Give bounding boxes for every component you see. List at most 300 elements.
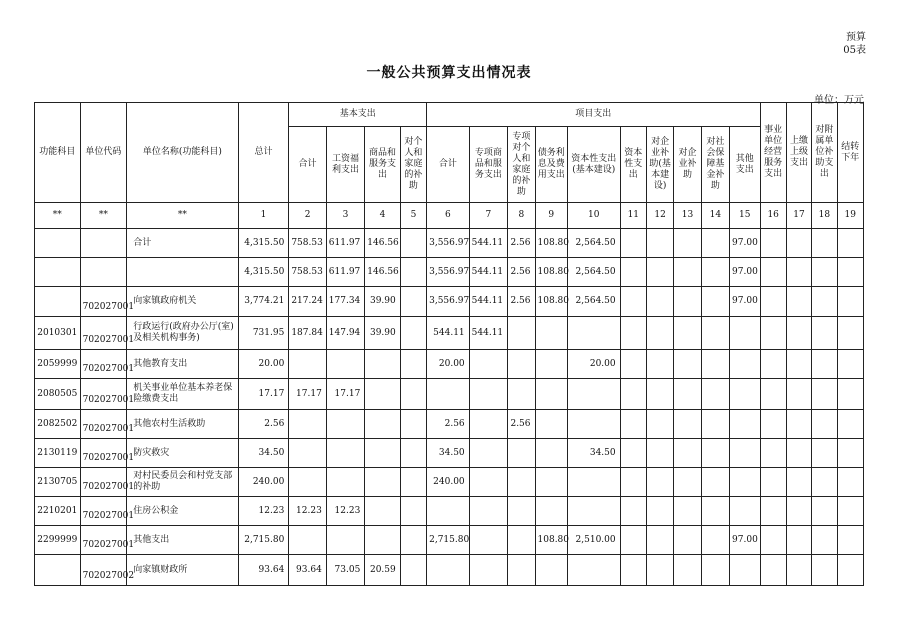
value-cell: 2.56 bbox=[508, 258, 535, 287]
header-project: 项目支出 bbox=[427, 103, 760, 127]
unit-name-cell: 行政运行(政府办公厅(室)及相关机构事务) bbox=[127, 317, 238, 350]
header-project-9: 其他支出 bbox=[730, 127, 760, 203]
value-cell bbox=[567, 317, 620, 350]
value-cell: 544.11 bbox=[469, 287, 508, 317]
value-cell bbox=[567, 379, 620, 410]
value-cell: 2.56 bbox=[238, 410, 289, 439]
value-cell bbox=[620, 526, 646, 555]
index-cell: 19 bbox=[837, 203, 863, 229]
header-tail-1: 上缴上级支出 bbox=[786, 103, 811, 203]
value-cell bbox=[786, 379, 811, 410]
value-cell bbox=[400, 379, 426, 410]
index-cell: 17 bbox=[786, 203, 811, 229]
value-cell: 20.59 bbox=[365, 555, 400, 586]
value-cell bbox=[620, 258, 646, 287]
value-cell bbox=[620, 555, 646, 586]
value-cell: 39.90 bbox=[365, 317, 400, 350]
value-cell bbox=[760, 468, 786, 497]
value-cell bbox=[760, 258, 786, 287]
index-cell: 4 bbox=[365, 203, 400, 229]
func-code-cell: 2210201 bbox=[35, 497, 81, 526]
func-code-cell bbox=[35, 555, 81, 586]
value-cell: 4,315.50 bbox=[238, 258, 289, 287]
value-cell: 3,556.97 bbox=[427, 287, 470, 317]
value-cell: 2.56 bbox=[508, 229, 535, 258]
table-code-line2: 05表 bbox=[843, 45, 866, 56]
value-cell bbox=[365, 410, 400, 439]
table-row bbox=[35, 379, 864, 410]
value-cell bbox=[326, 468, 365, 497]
value-cell bbox=[837, 555, 863, 586]
value-cell: 17.17 bbox=[326, 379, 365, 410]
value-cell: 108.80 bbox=[535, 258, 567, 287]
header-basic-0: 合计 bbox=[289, 127, 326, 203]
value-cell bbox=[760, 287, 786, 317]
value-cell: 2,715.80 bbox=[238, 526, 289, 555]
value-cell: 39.90 bbox=[365, 287, 400, 317]
value-cell: 2,564.50 bbox=[567, 258, 620, 287]
value-cell bbox=[427, 555, 470, 586]
func-code-cell: 2080505 bbox=[35, 379, 81, 410]
index-cell: 1 bbox=[238, 203, 289, 229]
value-cell bbox=[730, 317, 760, 350]
value-cell bbox=[837, 410, 863, 439]
value-cell: 187.84 bbox=[289, 317, 326, 350]
unit-code-cell: 702027001 bbox=[80, 526, 127, 555]
value-cell: 2,510.00 bbox=[567, 526, 620, 555]
table-row bbox=[35, 258, 864, 287]
value-cell bbox=[400, 439, 426, 468]
value-cell bbox=[508, 439, 535, 468]
index-cell: 5 bbox=[400, 203, 426, 229]
value-cell bbox=[674, 287, 701, 317]
value-cell bbox=[812, 468, 837, 497]
value-cell: 3,774.21 bbox=[238, 287, 289, 317]
value-cell: 2,715.80 bbox=[427, 526, 470, 555]
value-cell bbox=[837, 439, 863, 468]
value-cell bbox=[326, 439, 365, 468]
value-cell bbox=[508, 379, 535, 410]
value-cell bbox=[701, 229, 729, 258]
value-cell: 731.95 bbox=[238, 317, 289, 350]
index-cell: ** bbox=[127, 203, 238, 229]
value-cell bbox=[508, 555, 535, 586]
value-cell bbox=[701, 555, 729, 586]
header-tail-2: 对附属单位补助支出 bbox=[812, 103, 837, 203]
value-cell bbox=[786, 350, 811, 379]
value-cell: 544.11 bbox=[469, 258, 508, 287]
value-cell: 20.00 bbox=[427, 350, 470, 379]
value-cell bbox=[567, 410, 620, 439]
value-cell bbox=[701, 410, 729, 439]
value-cell bbox=[701, 497, 729, 526]
value-cell bbox=[400, 350, 426, 379]
value-cell bbox=[674, 317, 701, 350]
value-cell bbox=[786, 258, 811, 287]
budget-table bbox=[34, 102, 864, 586]
value-cell: 758.53 bbox=[289, 229, 326, 258]
index-cell: 14 bbox=[701, 203, 729, 229]
value-cell bbox=[620, 439, 646, 468]
value-cell bbox=[620, 350, 646, 379]
value-cell: 146.56 bbox=[365, 258, 400, 287]
table-row bbox=[35, 410, 864, 439]
value-cell: 108.80 bbox=[535, 526, 567, 555]
value-cell bbox=[730, 439, 760, 468]
value-cell bbox=[508, 526, 535, 555]
value-cell bbox=[786, 468, 811, 497]
index-cell: 13 bbox=[674, 203, 701, 229]
value-cell bbox=[400, 526, 426, 555]
value-cell bbox=[730, 497, 760, 526]
value-cell bbox=[701, 379, 729, 410]
value-cell: 17.17 bbox=[289, 379, 326, 410]
value-cell bbox=[365, 468, 400, 497]
table-row bbox=[35, 439, 864, 468]
value-cell bbox=[508, 317, 535, 350]
func-code-cell bbox=[35, 258, 81, 287]
table-header bbox=[35, 103, 864, 229]
header-project-6: 对企业补助(基本建设) bbox=[646, 127, 673, 203]
value-cell bbox=[427, 497, 470, 526]
value-cell: 177.34 bbox=[326, 287, 365, 317]
index-cell: 7 bbox=[469, 203, 508, 229]
index-cell: 2 bbox=[289, 203, 326, 229]
unit-name-cell: 合计 bbox=[127, 229, 238, 258]
value-cell bbox=[786, 439, 811, 468]
value-cell bbox=[646, 439, 673, 468]
unit-code-cell: 702027001 bbox=[80, 439, 127, 468]
header-basic: 基本支出 bbox=[289, 103, 427, 127]
value-cell: 20.00 bbox=[238, 350, 289, 379]
index-cell: 9 bbox=[535, 203, 567, 229]
value-cell bbox=[508, 468, 535, 497]
value-cell: 73.05 bbox=[326, 555, 365, 586]
table-row bbox=[35, 468, 864, 497]
value-cell bbox=[469, 555, 508, 586]
value-cell bbox=[786, 555, 811, 586]
value-cell bbox=[701, 317, 729, 350]
value-cell bbox=[786, 287, 811, 317]
func-code-cell bbox=[35, 229, 81, 258]
value-cell bbox=[646, 468, 673, 497]
value-cell bbox=[674, 379, 701, 410]
value-cell bbox=[812, 317, 837, 350]
table-row bbox=[35, 229, 864, 258]
value-cell bbox=[289, 410, 326, 439]
value-cell bbox=[646, 287, 673, 317]
value-cell: 108.80 bbox=[535, 287, 567, 317]
value-cell: 20.00 bbox=[567, 350, 620, 379]
value-cell: 147.94 bbox=[326, 317, 365, 350]
index-row bbox=[35, 203, 864, 229]
value-cell bbox=[674, 439, 701, 468]
value-cell bbox=[786, 317, 811, 350]
header-project-5: 资本性支出 bbox=[620, 127, 646, 203]
index-cell: 8 bbox=[508, 203, 535, 229]
value-cell: 758.53 bbox=[289, 258, 326, 287]
value-cell bbox=[535, 410, 567, 439]
value-cell bbox=[535, 350, 567, 379]
value-cell bbox=[837, 497, 863, 526]
value-cell bbox=[400, 497, 426, 526]
value-cell: 2,564.50 bbox=[567, 229, 620, 258]
func-code-cell: 2130119 bbox=[35, 439, 81, 468]
value-cell bbox=[786, 229, 811, 258]
header-project-8: 对社会保障基金补助 bbox=[701, 127, 729, 203]
value-cell bbox=[812, 526, 837, 555]
value-cell bbox=[620, 287, 646, 317]
value-cell bbox=[400, 287, 426, 317]
value-cell: 3,556.97 bbox=[427, 229, 470, 258]
table-code bbox=[843, 31, 866, 57]
value-cell bbox=[620, 379, 646, 410]
index-cell: 10 bbox=[567, 203, 620, 229]
table-body bbox=[35, 229, 864, 586]
value-cell bbox=[701, 468, 729, 497]
value-cell bbox=[837, 229, 863, 258]
func-code-cell bbox=[35, 287, 81, 317]
unit-code-cell bbox=[80, 258, 127, 287]
func-code-cell: 2299999 bbox=[35, 526, 81, 555]
value-cell bbox=[365, 350, 400, 379]
value-cell bbox=[400, 468, 426, 497]
unit-name-cell: 其他农村生活救助 bbox=[127, 410, 238, 439]
value-cell: 97.00 bbox=[730, 526, 760, 555]
value-cell: 34.50 bbox=[427, 439, 470, 468]
table-code-line1: 预算 bbox=[846, 32, 866, 43]
value-cell bbox=[786, 497, 811, 526]
value-cell bbox=[837, 379, 863, 410]
value-cell bbox=[760, 350, 786, 379]
value-cell: 12.23 bbox=[289, 497, 326, 526]
value-cell bbox=[701, 526, 729, 555]
value-cell: 4,315.50 bbox=[238, 229, 289, 258]
value-cell bbox=[620, 497, 646, 526]
value-cell bbox=[469, 497, 508, 526]
value-cell bbox=[535, 497, 567, 526]
unit-code-cell: 702027001 bbox=[80, 468, 127, 497]
value-cell bbox=[646, 379, 673, 410]
value-cell: 544.11 bbox=[469, 317, 508, 350]
value-cell bbox=[469, 526, 508, 555]
value-cell bbox=[701, 287, 729, 317]
value-cell: 12.23 bbox=[238, 497, 289, 526]
header-func-code: 功能科目 bbox=[35, 103, 81, 203]
header-project-4: 资本性支出(基本建设) bbox=[567, 127, 620, 203]
index-cell: 15 bbox=[730, 203, 760, 229]
unit-name-cell: 向家镇财政所 bbox=[127, 555, 238, 586]
index-cell: 16 bbox=[760, 203, 786, 229]
value-cell bbox=[535, 468, 567, 497]
value-cell bbox=[365, 526, 400, 555]
header-unit-code: 单位代码 bbox=[80, 103, 127, 203]
value-cell bbox=[760, 379, 786, 410]
value-cell bbox=[760, 229, 786, 258]
value-cell: 2.56 bbox=[427, 410, 470, 439]
value-cell bbox=[730, 410, 760, 439]
unit-name-cell bbox=[127, 258, 238, 287]
header-basic-2: 商品和服务支出 bbox=[365, 127, 400, 203]
value-cell bbox=[427, 379, 470, 410]
table-row bbox=[35, 350, 864, 379]
value-cell bbox=[786, 410, 811, 439]
unit-code-cell: 702027002 bbox=[80, 555, 127, 586]
header-project-3: 债务利息及费用支出 bbox=[535, 127, 567, 203]
value-cell bbox=[646, 317, 673, 350]
value-cell bbox=[400, 317, 426, 350]
value-cell bbox=[674, 468, 701, 497]
value-cell bbox=[760, 410, 786, 439]
value-cell bbox=[620, 410, 646, 439]
value-cell: 93.64 bbox=[289, 555, 326, 586]
value-cell: 93.64 bbox=[238, 555, 289, 586]
value-cell bbox=[469, 379, 508, 410]
value-cell bbox=[674, 555, 701, 586]
header-total: 总计 bbox=[238, 103, 289, 203]
value-cell: 97.00 bbox=[730, 287, 760, 317]
func-code-cell: 2059999 bbox=[35, 350, 81, 379]
value-cell: 146.56 bbox=[365, 229, 400, 258]
value-cell bbox=[730, 468, 760, 497]
unit-code-cell: 702027001 bbox=[80, 287, 127, 317]
unit-name-cell: 机关事业单位基本养老保险缴费支出 bbox=[127, 379, 238, 410]
value-cell bbox=[535, 317, 567, 350]
value-cell bbox=[289, 468, 326, 497]
index-cell: 11 bbox=[620, 203, 646, 229]
value-cell bbox=[812, 379, 837, 410]
value-cell bbox=[701, 439, 729, 468]
value-cell bbox=[760, 497, 786, 526]
value-cell bbox=[812, 287, 837, 317]
value-cell: 240.00 bbox=[427, 468, 470, 497]
value-cell bbox=[535, 439, 567, 468]
page-title: 一般公共预算支出情况表 bbox=[366, 65, 532, 81]
unit-name-cell: 对村民委员会和村党支部的补助 bbox=[127, 468, 238, 497]
value-cell bbox=[812, 497, 837, 526]
unit-code-cell: 702027001 bbox=[80, 379, 127, 410]
value-cell: 217.24 bbox=[289, 287, 326, 317]
unit-name-cell: 住房公积金 bbox=[127, 497, 238, 526]
value-cell bbox=[674, 258, 701, 287]
unit-name-cell: 其他支出 bbox=[127, 526, 238, 555]
value-cell bbox=[837, 350, 863, 379]
index-cell: ** bbox=[35, 203, 81, 229]
value-cell bbox=[469, 410, 508, 439]
value-cell: 3,556.97 bbox=[427, 258, 470, 287]
value-cell: 2.56 bbox=[508, 287, 535, 317]
index-cell: 3 bbox=[326, 203, 365, 229]
value-cell bbox=[400, 555, 426, 586]
value-cell bbox=[837, 258, 863, 287]
value-cell: 34.50 bbox=[238, 439, 289, 468]
value-cell bbox=[812, 350, 837, 379]
value-cell: 544.11 bbox=[469, 229, 508, 258]
value-cell bbox=[365, 439, 400, 468]
value-cell: 108.80 bbox=[535, 229, 567, 258]
value-cell bbox=[646, 555, 673, 586]
value-cell bbox=[535, 379, 567, 410]
value-cell bbox=[646, 258, 673, 287]
header-unit-name: 单位名称(功能科目) bbox=[127, 103, 238, 203]
header-project-0: 合计 bbox=[427, 127, 470, 203]
value-cell bbox=[469, 350, 508, 379]
unit-code-cell: 702027001 bbox=[80, 317, 127, 350]
index-cell: 12 bbox=[646, 203, 673, 229]
func-code-cell: 2010301 bbox=[35, 317, 81, 350]
value-cell bbox=[365, 379, 400, 410]
unit-label: 单位：万元 bbox=[814, 95, 864, 106]
header-project-2: 专项对个人和家庭的补助 bbox=[508, 127, 535, 203]
value-cell bbox=[837, 468, 863, 497]
value-cell bbox=[646, 350, 673, 379]
unit-name-cell: 防灾救灾 bbox=[127, 439, 238, 468]
value-cell bbox=[760, 317, 786, 350]
header-tail-0: 事业单位经营服务支出 bbox=[760, 103, 786, 203]
value-cell bbox=[837, 317, 863, 350]
func-code-cell: 2082502 bbox=[35, 410, 81, 439]
value-cell: 2.56 bbox=[508, 410, 535, 439]
value-cell bbox=[469, 439, 508, 468]
header-project-1: 专项商品和服务支出 bbox=[469, 127, 508, 203]
value-cell bbox=[674, 497, 701, 526]
value-cell bbox=[535, 555, 567, 586]
value-cell bbox=[620, 229, 646, 258]
index-cell: 6 bbox=[427, 203, 470, 229]
value-cell bbox=[400, 229, 426, 258]
value-cell: 97.00 bbox=[730, 258, 760, 287]
value-cell bbox=[400, 410, 426, 439]
value-cell bbox=[646, 497, 673, 526]
value-cell bbox=[812, 229, 837, 258]
header-basic-3: 对个人和家庭的补助 bbox=[400, 127, 426, 203]
unit-code-cell: 702027001 bbox=[80, 350, 127, 379]
value-cell: 611.97 bbox=[326, 229, 365, 258]
value-cell bbox=[469, 468, 508, 497]
value-cell bbox=[289, 350, 326, 379]
value-cell bbox=[646, 229, 673, 258]
value-cell bbox=[620, 317, 646, 350]
value-cell bbox=[508, 350, 535, 379]
value-cell bbox=[674, 229, 701, 258]
value-cell: 240.00 bbox=[238, 468, 289, 497]
index-cell: 18 bbox=[812, 203, 837, 229]
value-cell bbox=[730, 350, 760, 379]
value-cell: 97.00 bbox=[730, 229, 760, 258]
table-row bbox=[35, 555, 864, 586]
value-cell bbox=[701, 350, 729, 379]
value-cell: 611.97 bbox=[326, 258, 365, 287]
unit-code-cell: 702027001 bbox=[80, 497, 127, 526]
value-cell bbox=[730, 555, 760, 586]
value-cell bbox=[760, 555, 786, 586]
header-tail-3: 结转下年 bbox=[837, 103, 863, 203]
table-row bbox=[35, 497, 864, 526]
value-cell bbox=[508, 497, 535, 526]
unit-code-cell: 702027001 bbox=[80, 410, 127, 439]
value-cell bbox=[365, 497, 400, 526]
func-code-cell: 2130705 bbox=[35, 468, 81, 497]
unit-name-cell: 向家镇政府机关 bbox=[127, 287, 238, 317]
value-cell bbox=[701, 258, 729, 287]
value-cell bbox=[567, 468, 620, 497]
value-cell bbox=[326, 410, 365, 439]
header-project-7: 对企业补助 bbox=[674, 127, 701, 203]
header-basic-1: 工资福利支出 bbox=[326, 127, 365, 203]
value-cell: 2,564.50 bbox=[567, 287, 620, 317]
value-cell: 12.23 bbox=[326, 497, 365, 526]
value-cell bbox=[326, 526, 365, 555]
